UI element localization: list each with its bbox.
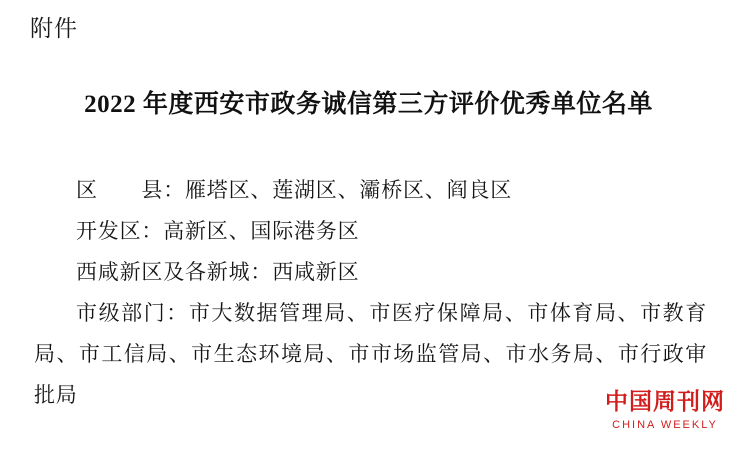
document-body	[34, 170, 707, 416]
section-label: 开发区：	[76, 219, 164, 243]
section-content: 高新区、国际港务区	[163, 219, 360, 243]
section-label: 西咸新区及各新城：	[76, 260, 273, 284]
watermark	[605, 389, 725, 431]
page-title: 2022 年度西安市政务诚信第三方评价优秀单位名单	[84, 91, 653, 118]
list-item	[34, 252, 707, 293]
section-label: 市级部门：	[76, 301, 189, 325]
watermark-main-text: 中国周刊网	[605, 388, 725, 414]
section-label: 区 县：	[76, 178, 185, 202]
section-content: 西咸新区	[272, 260, 360, 284]
section-content: 雁塔区、莲湖区、灞桥区、阎良区	[185, 178, 512, 202]
attachment-label: 附件	[30, 16, 78, 41]
watermark-sub-text: CHINA WEEKLY	[612, 418, 718, 431]
list-item	[34, 170, 707, 211]
section-content: 市大数据管理局、市医疗保障局、市体育局、市教育局、市工信局、市生态环境局、市市场监管局、市水务局、市行政审批局	[34, 301, 708, 407]
list-item	[34, 211, 707, 252]
